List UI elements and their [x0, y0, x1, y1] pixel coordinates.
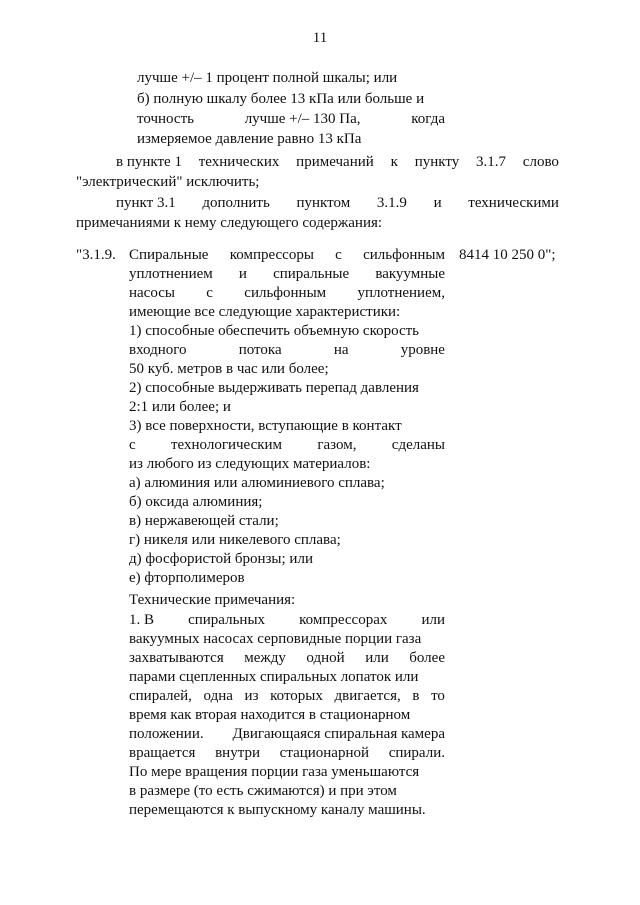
note-line-11: перемещаются к выпускному каналу машины.: [129, 802, 426, 818]
item-line-9: 2:1 или более; и: [129, 399, 231, 415]
word: спиральных: [188, 612, 266, 628]
word: спиральные: [273, 266, 350, 282]
word: в: [412, 688, 420, 704]
word: 1. В: [129, 612, 155, 628]
word: одна: [203, 688, 233, 704]
item-line-3: [129, 285, 445, 302]
word: вакуумные: [375, 266, 445, 282]
amendment-2-line-2: примечаниями к нему следующего содержания:: [76, 215, 383, 231]
notes-heading: Технические примечания:: [129, 592, 296, 608]
word: внутри: [215, 745, 260, 761]
amendment-1-line-1: [116, 154, 559, 171]
item-line-11: [129, 437, 445, 454]
word: когда: [411, 111, 445, 127]
word: на: [333, 342, 349, 358]
word: слово: [522, 154, 559, 170]
word: из: [244, 688, 259, 704]
word: захватываются: [129, 650, 224, 666]
material-a: а) алюминия или алюминиевого сплава;: [129, 475, 385, 491]
note-line-3: [129, 650, 445, 667]
material-d: д) фосфористой бронзы; или: [129, 551, 313, 567]
continuation-line-3: [137, 111, 445, 128]
word: лучше +/– 130 Па,: [244, 111, 361, 127]
word: Спиральные: [129, 247, 209, 263]
word: газом,: [317, 437, 357, 453]
word: положении.: [129, 726, 204, 742]
word: вращается: [129, 745, 196, 761]
word: или: [365, 650, 389, 666]
continuation-line-4: измеряемое давление равно 13 кПа: [137, 131, 362, 147]
item-line-12: из любого из следующих материалов:: [129, 456, 371, 472]
word: с: [335, 247, 342, 263]
word: техническими: [468, 195, 559, 211]
material-e: е) фторполимеров: [129, 570, 245, 586]
word: компрессоры: [229, 247, 314, 263]
word: одной: [306, 650, 345, 666]
item-line-7: 50 куб. метров в час или более;: [129, 361, 329, 377]
word: спиралей,: [129, 688, 192, 704]
page-number: 11: [312, 30, 328, 46]
word: и: [433, 195, 442, 211]
word: стационарной: [279, 745, 370, 761]
word: или: [421, 612, 445, 628]
material-g: г) никеля или никелевого сплава;: [129, 532, 341, 548]
word: пункт 3.1: [116, 195, 176, 211]
note-line-8: [129, 745, 445, 762]
word: в пункте 1: [116, 154, 182, 170]
item-line-5: 1) способные обеспечить объемную скорость: [129, 323, 420, 339]
note-line-1: [129, 612, 445, 629]
word: потока: [238, 342, 282, 358]
note-line-7: [129, 726, 445, 743]
word: уровне: [400, 342, 445, 358]
word: 3.1.7: [476, 154, 506, 170]
word: и: [238, 266, 247, 282]
word: сильфонным: [363, 247, 445, 263]
item-code: 8414 10 250 0";: [459, 247, 556, 263]
word: двигается,: [334, 688, 401, 704]
word: пунктом: [296, 195, 351, 211]
word: входного: [129, 342, 187, 358]
note-line-10: в размере (то есть сжимаются) и при этом: [129, 783, 397, 799]
word: 3.1.9: [376, 195, 407, 211]
material-b: б) оксида алюминия;: [129, 494, 263, 510]
word: компрессорах: [299, 612, 388, 628]
note-line-5: [129, 688, 445, 705]
item-line-1: [129, 247, 445, 264]
word: технологическим: [170, 437, 283, 453]
word: насосы: [129, 285, 175, 301]
continuation-line-1: лучше +/– 1 процент полной шкалы; или: [137, 70, 398, 86]
word: с: [129, 437, 136, 453]
material-v: в) нержавеющей стали;: [129, 513, 279, 529]
word: более: [409, 650, 445, 666]
note-line-4: парами сцепленных спиральных лопаток или: [129, 669, 419, 685]
continuation-line-2: б) полную шкалу более 13 кПа или больше и: [137, 91, 425, 107]
item-line-6: [129, 342, 445, 359]
word: точность: [137, 111, 194, 127]
item-line-10: 3) все поверхности, вступающие в контакт: [129, 418, 402, 434]
word: дополнить: [202, 195, 270, 211]
item-number: "3.1.9.: [76, 247, 116, 263]
word: уплотнением: [129, 266, 213, 282]
word: пункту: [414, 154, 460, 170]
word: с: [206, 285, 213, 301]
word: то: [431, 688, 445, 704]
word: технических: [198, 154, 280, 170]
word: к: [390, 154, 398, 170]
word: Двигающаяся спиральная камера: [232, 726, 445, 742]
word: уплотнением,: [357, 285, 445, 301]
amendment-1-line-2: "электрический" исключить;: [76, 174, 260, 190]
word: между: [244, 650, 286, 666]
item-line-2: [129, 266, 445, 283]
item-line-4: имеющие все следующие характеристики:: [129, 304, 401, 320]
note-line-6: время как вторая находится в стационарном: [129, 707, 411, 723]
word: примечаний: [296, 154, 374, 170]
note-line-2: вакуумных насосах серповидные порции газа: [129, 631, 422, 647]
word: которых: [270, 688, 323, 704]
word: сильфонным: [244, 285, 327, 301]
amendment-2-line-1: [116, 195, 559, 212]
item-line-8: 2) способные выдерживать перепад давления: [129, 380, 419, 396]
word: сделаны: [391, 437, 445, 453]
word: спирали.: [388, 745, 445, 761]
note-line-9: По мере вращения порции газа уменьшаются: [129, 764, 420, 780]
